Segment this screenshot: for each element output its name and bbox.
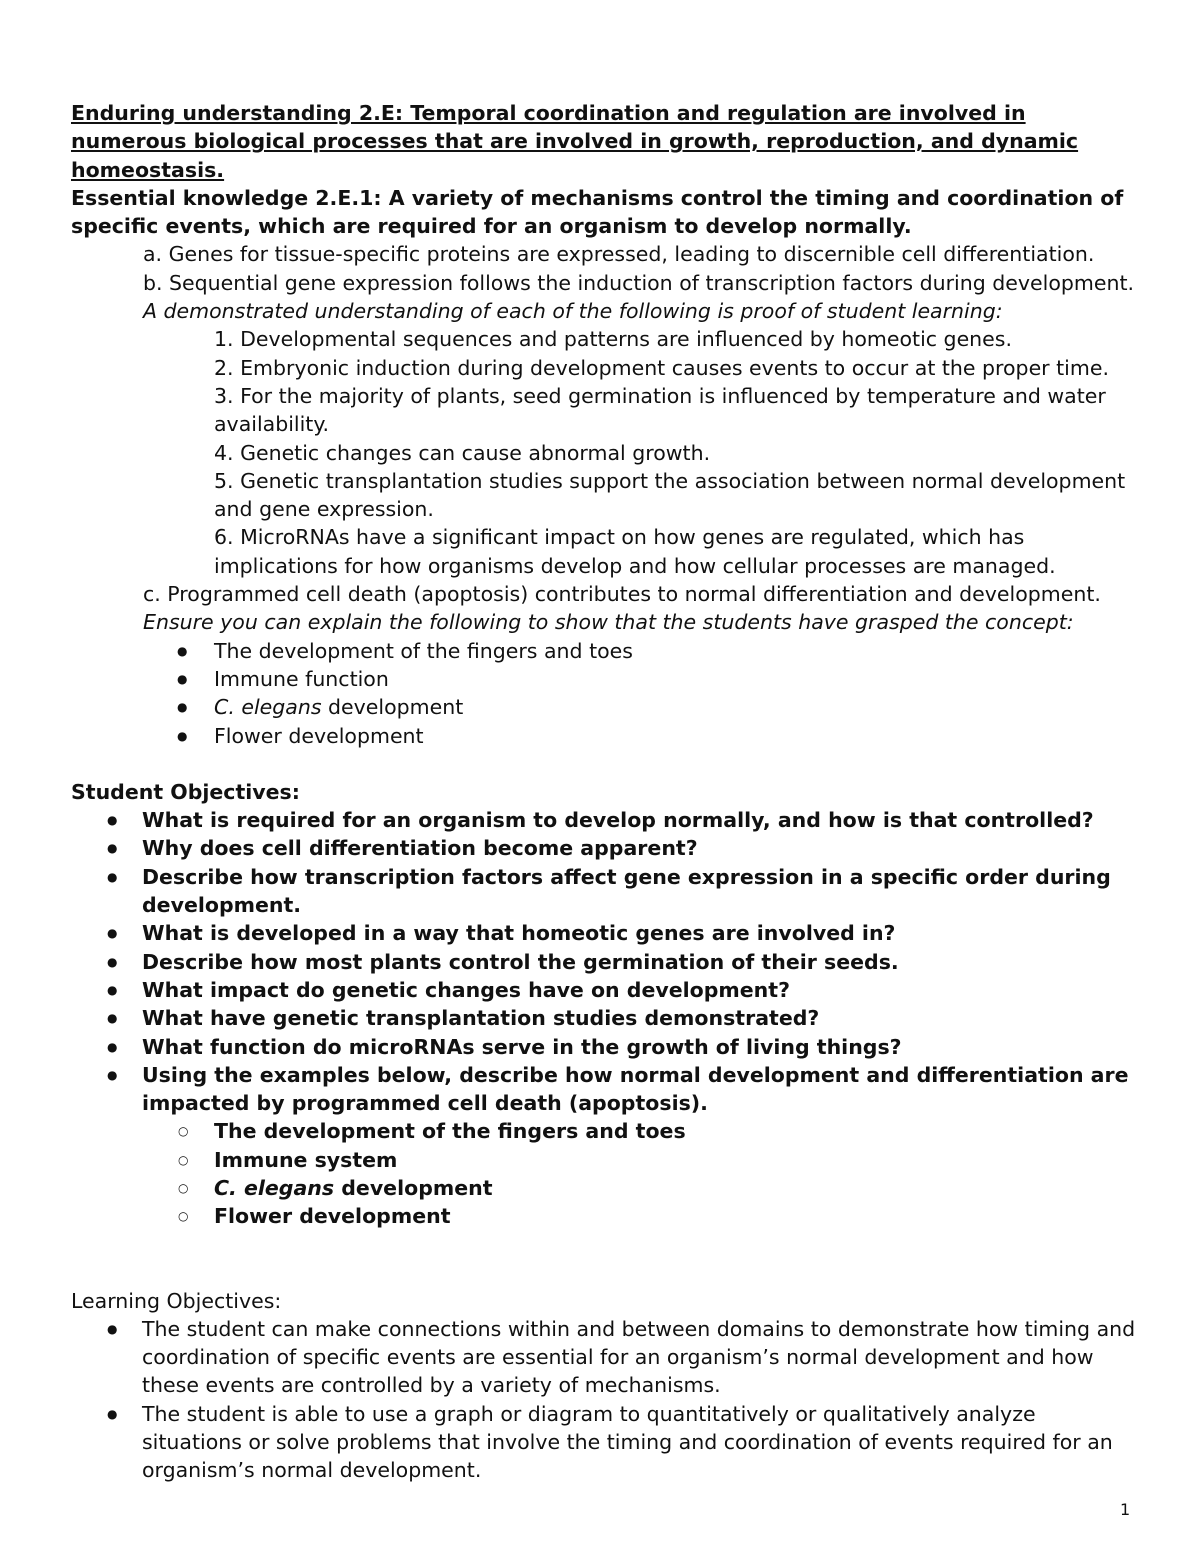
list-item: ● What have genetic transplantation studies demonstrated? bbox=[71, 1004, 1139, 1032]
list-item: ● Describe how most plants control the germination of their seeds. bbox=[71, 948, 1139, 976]
point-b-item-5: 5. Genetic transplantation studies support the association between normal development and gene expression. bbox=[214, 468, 1126, 522]
student-objectives-heading: Student Objectives: bbox=[71, 779, 300, 804]
learning-objectives-heading: Learning Objectives: bbox=[71, 1288, 282, 1313]
point-b: b. Sequential gene expression follows the induction of transcription factors during development. bbox=[143, 270, 1135, 295]
list-item: ○ Flower development bbox=[71, 1202, 1139, 1230]
point-b-item-3: 3. For the majority of plants, seed germination is influenced by temperature and water availability. bbox=[214, 383, 1106, 437]
point-c-intro: Ensure you can explain the following to show that the students have grasped the concept: bbox=[143, 610, 1074, 635]
learning-objectives-list bbox=[71, 1315, 1139, 1485]
list-item bbox=[71, 693, 1139, 721]
list-item: ● The student can make connections within and between domains to demonstrate how timing and coordination of specific events are essential for an organism’s normal development and how these events are controlled by a variety of mechanisms. bbox=[71, 1315, 1139, 1400]
student-objectives-sublist bbox=[71, 1117, 1139, 1230]
point-c-examples-list bbox=[71, 637, 1139, 750]
point-b-item-2: 2. Embryonic induction during development causes events to occur at the proper time. bbox=[214, 355, 1109, 380]
point-b-item-1: 1. Developmental sequences and patterns are influenced by homeotic genes. bbox=[214, 327, 1012, 352]
list-item: ○ Immune system bbox=[71, 1146, 1139, 1174]
list-item: ● Using the examples below, describe how normal development and differentiation are impacted by programmed cell death (apoptosis). bbox=[71, 1061, 1139, 1118]
list-item: ● What is developed in a way that homeotic genes are involved in? bbox=[71, 919, 1139, 947]
species-name: C. elegans bbox=[214, 1175, 335, 1200]
list-item: ● The student is able to use a graph or diagram to quantitatively or qualitatively analyze situations or solve problems that involve the timing and coordination of events required for an organism’s normal development. bbox=[71, 1400, 1139, 1485]
list-item: ● The development of the fingers and toes bbox=[71, 637, 1139, 665]
species-name: C. elegans bbox=[214, 695, 322, 720]
point-c: c. Programmed cell death (apoptosis) contributes to normal differentiation and development. bbox=[143, 582, 1101, 607]
point-b-intro: A demonstrated understanding of each of the following is proof of student learning: bbox=[143, 299, 1003, 324]
student-objectives-list bbox=[71, 806, 1139, 1117]
enduring-understanding-heading: Enduring understanding 2.E: Temporal coordination and regulation are involved in numerous biological processes that are involved in growth, reproduction, and dynamic homeostasis. bbox=[71, 101, 1079, 182]
point-a: a. Genes for tissue-specific proteins are expressed, leading to discernible cell differentiation. bbox=[143, 242, 1095, 267]
list-item: ● Why does cell differentiation become apparent? bbox=[71, 834, 1139, 862]
page-content bbox=[71, 99, 1139, 1485]
essential-knowledge-heading: Essential knowledge 2.E.1: A variety of mechanisms control the timing and coordination of specific events, which are required for an organism to develop normally. bbox=[71, 185, 1124, 239]
list-item: ● What impact do genetic changes have on development? bbox=[71, 976, 1139, 1004]
list-item-text: development bbox=[334, 1175, 493, 1200]
list-item: ○ The development of the fingers and toes bbox=[71, 1117, 1139, 1145]
list-item: ● Flower development bbox=[71, 722, 1139, 750]
page-number: 1 bbox=[1120, 1500, 1131, 1519]
point-b-item-6: 6. MicroRNAs have a significant impact on how genes are regulated, which has implications for how organisms develop and how cellular processes are managed. bbox=[214, 525, 1056, 578]
list-item: ● What is required for an organism to develop normally, and how is that controlled? bbox=[71, 806, 1139, 834]
list-item bbox=[71, 1174, 1139, 1202]
list-item-text: development bbox=[321, 695, 464, 720]
point-b-item-4: 4. Genetic changes can cause abnormal growth. bbox=[214, 440, 711, 465]
list-item: ● Describe how transcription factors affect gene expression in a specific order during development. bbox=[71, 863, 1139, 920]
list-item: ● Immune function bbox=[71, 665, 1139, 693]
list-item: ● What function do microRNAs serve in the growth of living things? bbox=[71, 1033, 1139, 1061]
